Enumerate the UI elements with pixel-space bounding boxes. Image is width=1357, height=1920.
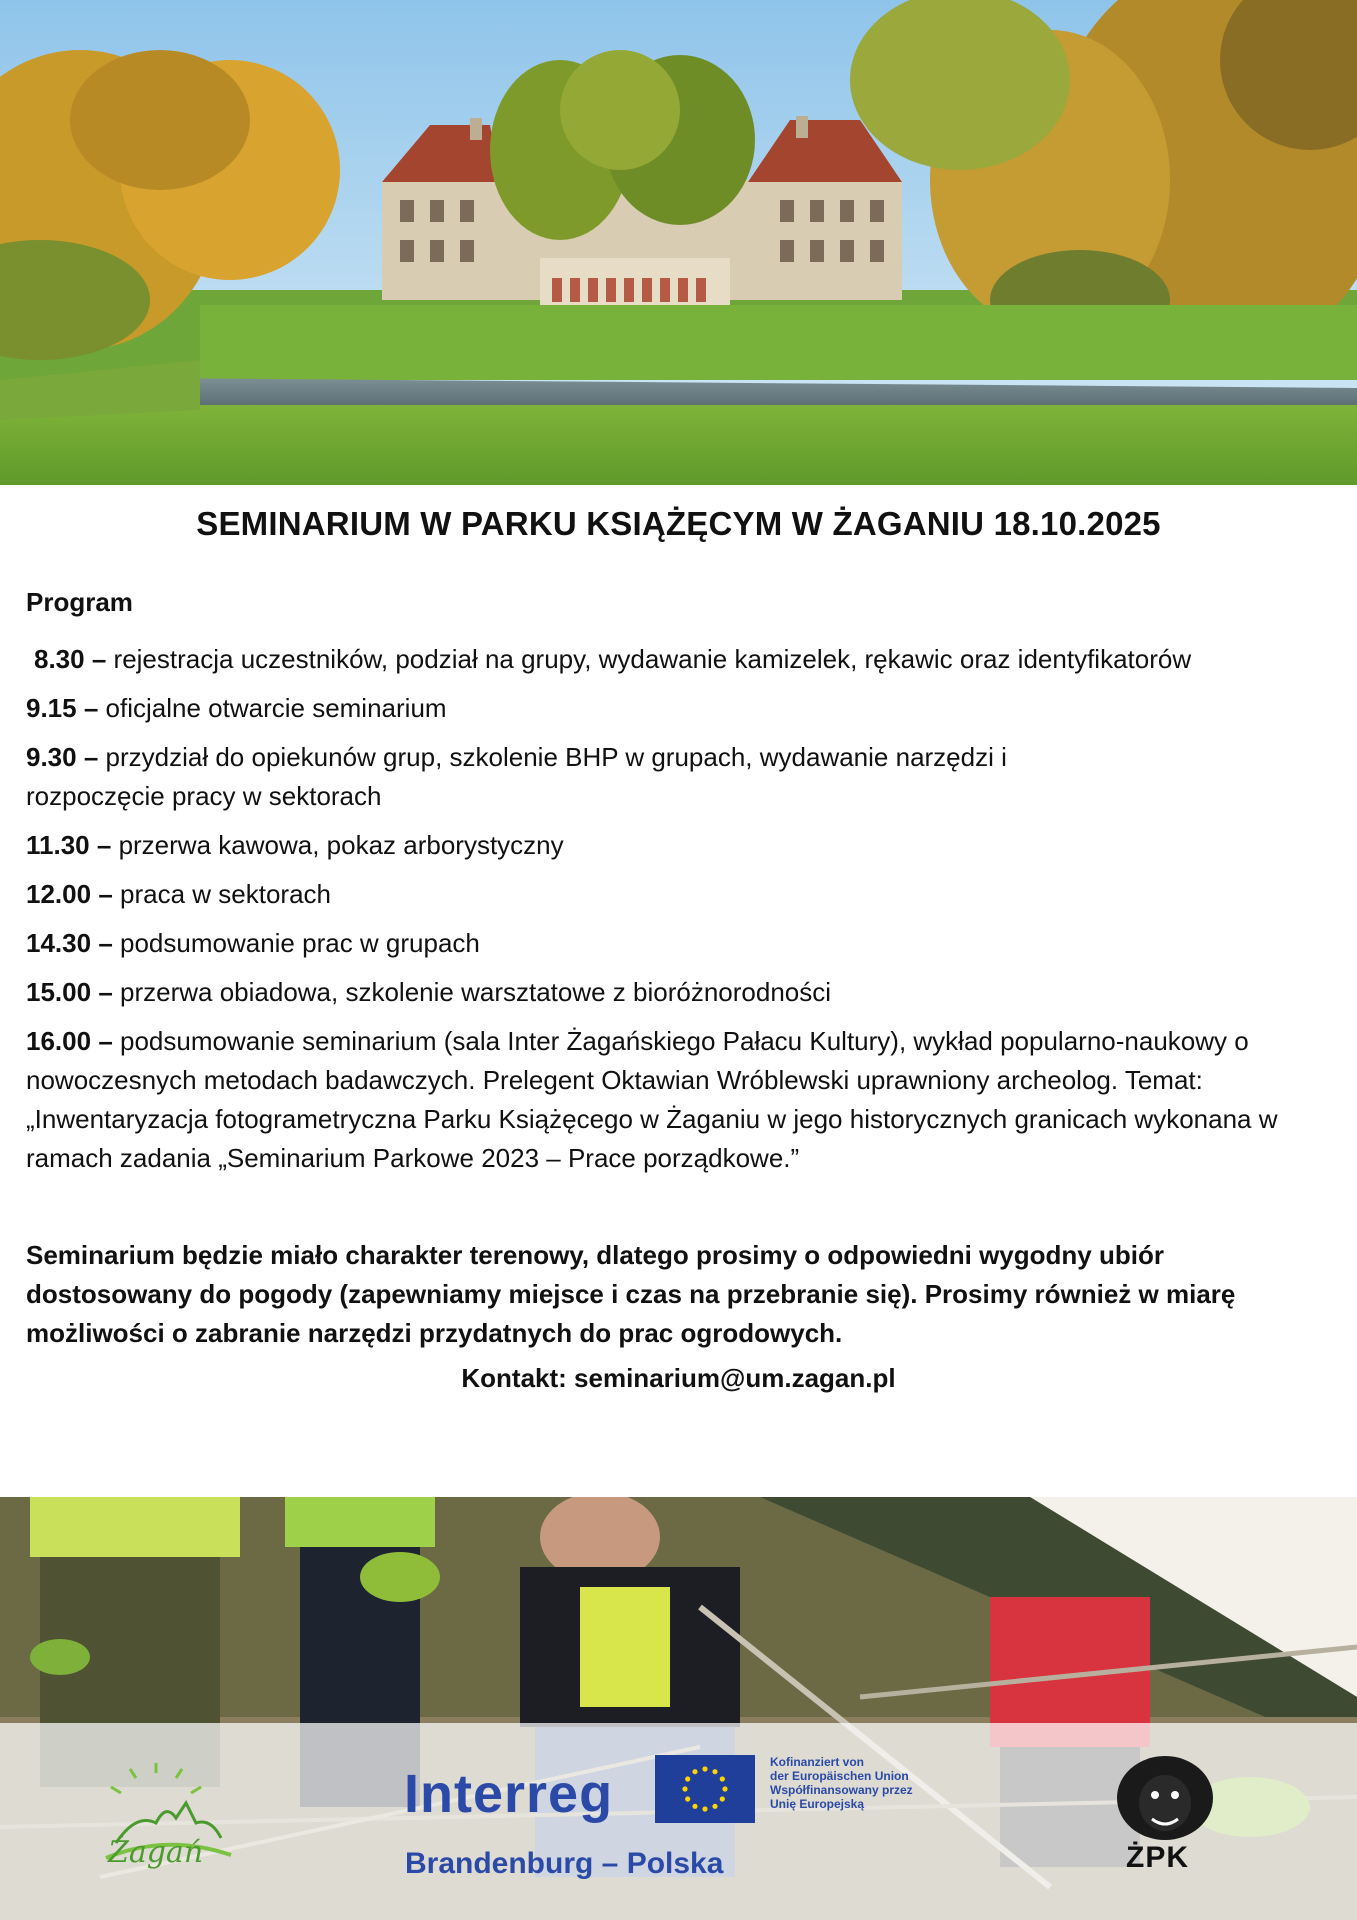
program-text: oficjalne otwarcie seminarium: [98, 693, 447, 723]
program-dash: –: [83, 742, 99, 772]
hero-photo-palace: [0, 0, 1357, 485]
program-time: 9.15: [26, 693, 77, 723]
cofinanced-line: Współfinansowany przez: [770, 1783, 913, 1797]
program-region-text: Brandenburg – Polska: [405, 1847, 724, 1880]
program-item: [26, 875, 1331, 914]
program-item: [26, 738, 1136, 816]
cofinanced-line: Unię Europejską: [770, 1797, 865, 1811]
program-text: podsumowanie seminarium (sala Inter Żagańskiego Pałacu Kultury), wykład popularno-naukowy o nowoczesnych metodach badawczych. Prelegent Oktawian Wróblewski uprawniony archeolog. Temat: „Inwentaryzacja fotogrametryczna Parku Książęcego w Żaganiu w jego historycznych granicach wykonana w ramach zadania „Seminarium Parkowe 2023 – Prace porządkowe.”: [26, 1026, 1278, 1173]
page-title: SEMINARIUM W PARKU KSIĄŻĘCYM W ŻAGANIU 18.10.2025: [196, 505, 1161, 542]
program-time: 11.30: [26, 830, 90, 860]
program-time: 8.30: [34, 644, 85, 674]
program-time: 14.30: [26, 928, 92, 958]
program-dash: –: [91, 644, 107, 674]
program-list: [26, 640, 1336, 1178]
eu-flag-icon: [655, 1755, 755, 1823]
program-time: 9.30: [26, 742, 77, 772]
program-dash: –: [98, 928, 113, 958]
program-item: [26, 973, 1331, 1012]
program-text: przerwa kawowa, pokaz arborystyczny: [111, 830, 564, 860]
program-item: [26, 924, 1331, 963]
program-dash: –: [98, 879, 113, 909]
program-text: przerwa obiadowa, szkolenie warsztatowe z bioróżnorodności: [112, 977, 832, 1007]
program-time: 16.00: [26, 1026, 92, 1056]
interreg-logo-text: Interreg: [404, 1764, 614, 1824]
cofinanced-text: [770, 1755, 950, 1811]
program-text: przydział do opiekunów grup, szkolenie BHP w grupach, wydawanie narzędzi i rozpoczęcie pracy w sektorach: [26, 742, 1007, 811]
contact-line: Kontakt: seminarium@um.zagan.pl: [461, 1363, 896, 1393]
program-dash: –: [83, 693, 99, 723]
program-item: [26, 1022, 1331, 1178]
program-dash: –: [98, 1026, 113, 1056]
partner-logos: [0, 1723, 1357, 1920]
program-text: podsumowanie prac w grupach: [112, 928, 480, 958]
attire-note: Seminarium będzie miało charakter terenowy, dlatego prosimy o odpowiedni wygodny ubiór dostosowany do pogody (zapewniamy miejsce i czas na przebranie się). Prosimy również w miarę możliwości o zabranie narzędzi przydatnych do prac ogrodowych.: [26, 1240, 1236, 1348]
program-item: [26, 689, 1331, 728]
program-dash: –: [98, 977, 113, 1007]
program-item: [26, 640, 1339, 679]
program-item: [26, 826, 1331, 865]
cofinanced-line: Kofinanziert von: [770, 1755, 865, 1769]
program-dash: –: [96, 830, 112, 860]
program-time: 12.00: [26, 879, 92, 909]
zagan-logo-text: Żagań: [108, 1835, 204, 1870]
palace-park-illustration: [0, 0, 1357, 485]
zpk-logo-text: ŻPK: [1126, 1841, 1189, 1874]
program-text: rejestracja uczestników, podział na grupy, wydawanie kamizelek, rękawic oraz identyfikatorów: [106, 644, 1192, 674]
content: [26, 485, 1336, 1394]
program-text: praca w sektorach: [112, 879, 331, 909]
program-time: 15.00: [26, 977, 92, 1007]
program-heading: Program: [26, 587, 133, 617]
cofinanced-line: der Europäischen Union: [770, 1769, 909, 1783]
bottom-photo-volunteers: [0, 1497, 1357, 1920]
